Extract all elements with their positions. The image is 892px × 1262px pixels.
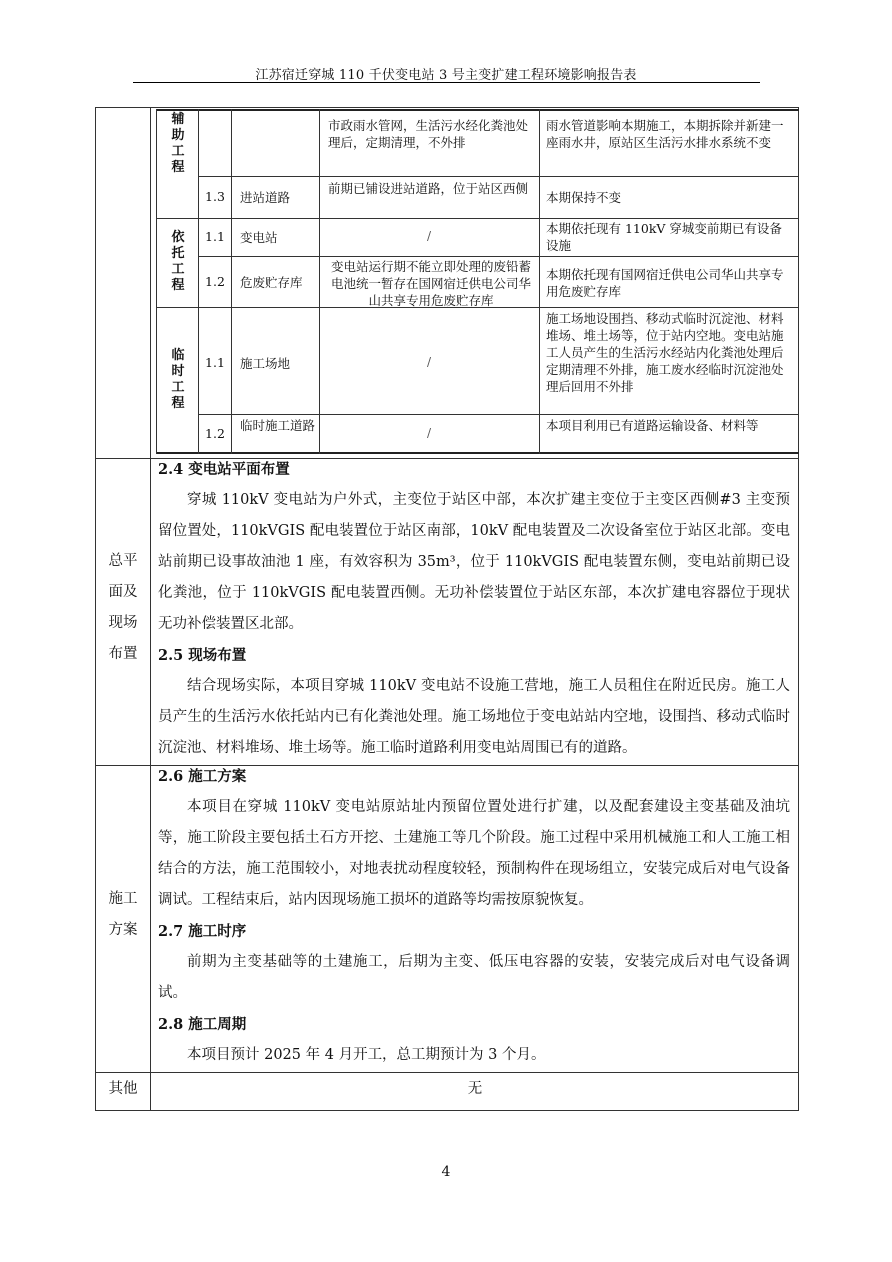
category-linshi: 临 时 工 程 [171,348,185,411]
road-note: 本期保持不变 [546,190,622,205]
label-column-divider [150,107,151,1111]
item-name: 施工场地 [240,356,291,371]
item-name: 变电站 [240,230,278,245]
road-desc: 前期已铺设进站道路，位于站区西侧 [328,181,529,196]
page-number: 4 [441,1164,451,1180]
paragraph: 前期为主变基础等的土建施工，后期为主变、低压电容器的安装，安装完成后对电气设备调试。 [158,954,790,1001]
section-heading: 2.5 现场布置 [158,647,247,664]
section-heading: 2.4 变电站平面布置 [158,461,290,478]
section-heading: 2.6 施工方案 [158,768,247,785]
item-name: 危废贮存库 [240,275,303,290]
section-label-layout: 总平 面及 现场 布置 [108,553,138,662]
construction-section-content [158,761,790,1071]
category-yituo: 依 托 工 程 [171,230,185,293]
section-heading: 2.8 施工周期 [158,1016,247,1033]
paragraph: 结合现场实际，本项目穿城 110kV 变电站不设施工营地，施工人员租住在附近民房。施工人员产生的生活污水依托站内已有化粪池处理。施工场地位于变电站站内空地，设围挡、移动式临时沉淀池、材料堆场、堆土场等。施工临时道路利用变电站周围已有的道路。 [158,678,790,756]
category-fuzhu: 辅 助 工 程 [171,112,185,175]
paragraph: 本项目预计 2025 年 4 月开工，总工期预计为 3 个月。 [187,1047,546,1063]
row-number: 1.1 [205,355,225,370]
header-rule [133,82,760,83]
row-divider [95,1072,799,1073]
row-number: 1.2 [205,274,225,289]
item-name: 临时施工道路 [240,418,316,433]
fuzhu-drainage-desc: 市政雨水管网，生活污水经化粪池处理后，定期清理，不外排 [328,118,529,150]
document-header: 江苏宿迁穿城 110 千伏变电站 3 号主变扩建工程环境影响报告表 [255,68,637,83]
other-value: 无 [467,1081,483,1097]
paragraph: 本项目在穿城 110kV 变电站原站址内预留位置处进行扩建，以及配套建设主变基础及油坑等，施工阶段主要包括土石方开挖、土建施工等几个阶段。施工过程中采用机械施工和人工施工相结合的方法，施工范围较小，对地表扰动程度较轻，预制构件在现场组立，安装完成后对电气设备调试。工程结束后，站内因现场施工损坏的道路等均需按原貌恢复。 [158,799,790,908]
hazardous-storage-desc: 变电站运行期不能立即处理的废铅蓄电池统一暂存在国网宿迁供电公司华山共享专用危废贮存库 [330,259,531,308]
row-number: 1.2 [205,426,225,441]
row-number: 1.1 [205,229,225,244]
section-label-construction: 施工 方案 [108,891,138,938]
layout-section-content [158,454,790,764]
empty-cell-slash: / [427,426,432,440]
paragraph: 穿城 110kV 变电站为户外式，主变位于站区中部，本次扩建主变位于主变区西侧#3 主变预留位置处，110kVGIS 配电装置位于站区南部，10kV 配电装置及二次设备室位于站区北部。变电站前期已设事故油池 1 座，有效容积为 35m³，位于 110kVGIS 配电装置东侧，变电站前期已设化粪池，位于 110kVGIS 配电装置西侧。无功补偿装置位于站区东部，本次扩建电容器位于现状无功补偿装置区北部。 [158,492,790,632]
section-heading: 2.7 施工时序 [158,923,247,940]
empty-cell-slash: / [427,229,432,243]
fuzhu-drainage-note: 雨水管道影响本期施工，本期拆除并新建一座雨水井，原站区生活污水排水系统不变 [546,118,784,150]
construction-site-note: 施工场地设围挡、移动式临时沉淀池、材料堆场、堆土场等，位于站内空地。变电站施工人员产生的生活污水经站内化粪池处理后定期清理不外排，施工废水经临时沉淀池处理后回用不外排 [546,311,784,394]
temp-road-note: 本项目利用已有道路运输设备、材料等 [546,418,759,433]
empty-cell-slash: / [427,355,432,369]
other-label: 其他 [108,1081,138,1097]
substation-note: 本期依托现有 110kV 穿城变前期已有设备设施 [546,221,782,253]
row-number: 1.3 [205,189,225,204]
item-name: 进站道路 [240,190,291,205]
hazardous-storage-note: 本期依托现有国网宿迁供电公司华山共享专用危废贮存库 [546,267,784,299]
